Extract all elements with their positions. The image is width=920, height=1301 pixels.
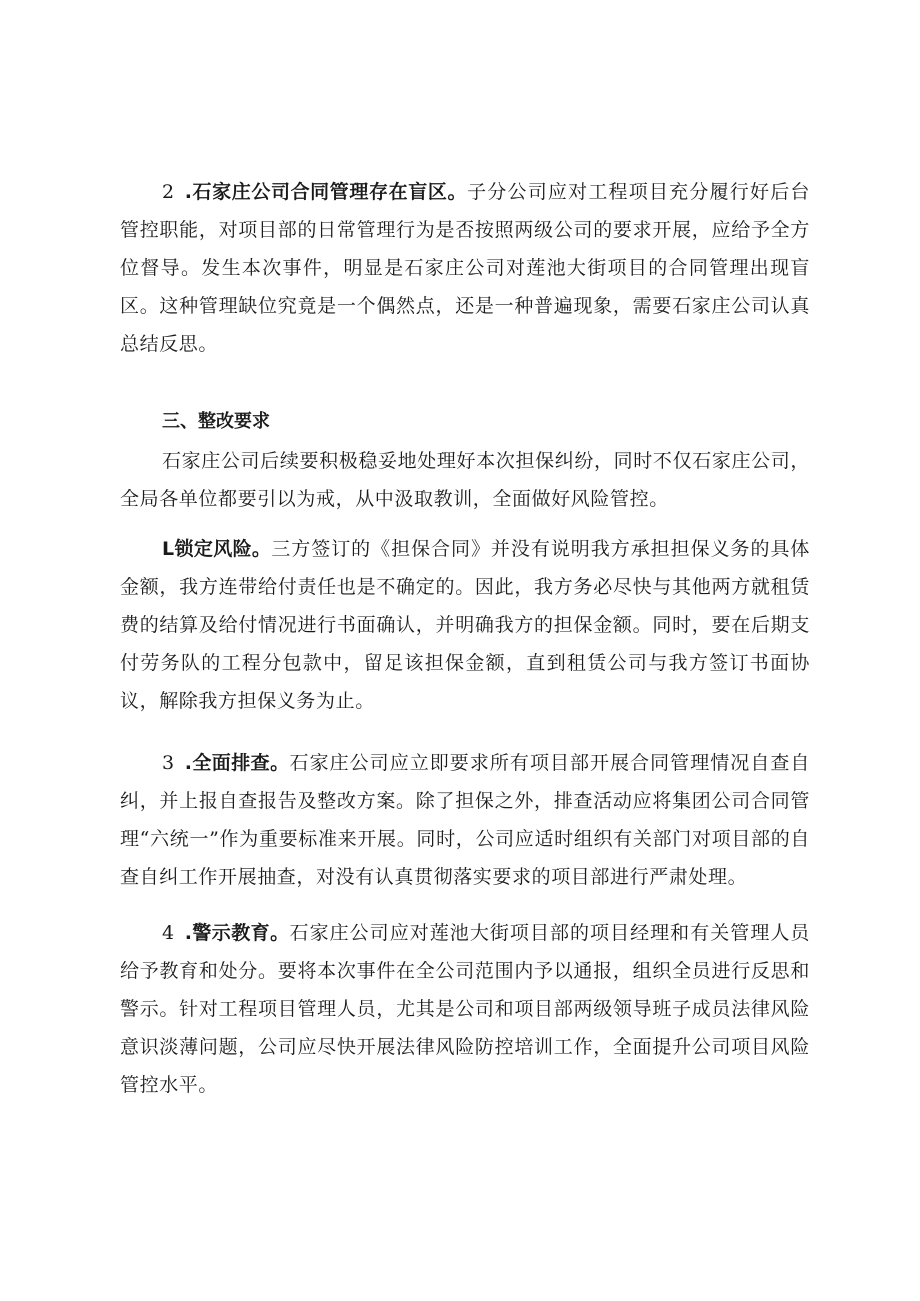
paragraph-lead-title: .石家庄公司合同管理存在盲区。 [184,181,468,203]
paragraph-body: 三方签订的《担保合同》并没有说明我方承担担保义务的具体金额，我方连带给付责任也是不确定的。因此，我方务必尽快与其他两方就租赁费的结算及给付情况进行书面确认，并明确我方的担保金额。同时，要在后期支付劳务队的工程分包款中，留足该担保金额，直到租赁公司与我方签订书面协议，解除我方担保义务为止。 [120,538,811,712]
item-number: 3 [162,752,175,774]
section-heading: 三、整改要求 [162,411,270,432]
paragraph-body: 子分公司应对工程项目充分履行好后台管控职能，对项目部的日常管理行为是否按照两级公司的要求开展，应给予全方位督导。发生本次事件，明显是石家庄公司对莲池大街项目的合同管理出现盲区。这种管理缺位究竟是一个偶然点，还是一种普遍现象，需要石家庄公司认真总结反思。 [120,181,811,355]
paragraph-body: 石家庄公司应对莲池大街项目部的项目经理和有关管理人员给予教育和处分。要将本次事件在全公司范围内予以通报，组织全员进行反思和警示。针对工程项目管理人员，尤其是公司和项目部两级领导班子成员法律风险意识淡薄问题，公司应尽快开展法律风险防控培训工作，全面提升公司项目风险管控水平。 [120,922,810,1096]
item-number: 4 [162,922,175,944]
item-number: 2 [162,181,175,203]
paragraph-full-inspection [120,744,810,896]
paragraph-warning-education [120,914,810,1104]
paragraph-lead-title: L锁定风险。 [162,538,272,560]
paragraph-contract-blind-spot [120,173,810,363]
paragraph-lead-title: .全面排查。 [184,752,290,774]
paragraph-lock-risk [120,530,810,720]
paragraph-lead-title: .警示教育。 [184,922,290,944]
paragraph-body: 石家庄公司应立即要求所有项目部开展合同管理情况自查自纠，并上报自查报告及整改方案。除了担保之外，排查活动应将集团公司合同管理“六统一”作为重要标准来开展。同时，公司应适时组织有关部门对项目部的自查自纠工作开展抽查，对没有认真贯彻落实要求的项目部进行严肃处理。 [120,752,810,888]
paragraph-intro: 石家庄公司后续要积极稳妥地处理好本次担保纠纷，同时不仅石家庄公司，全局各单位都要引以为戒，从中汲取教训，全面做好风险管控。 [120,450,810,510]
